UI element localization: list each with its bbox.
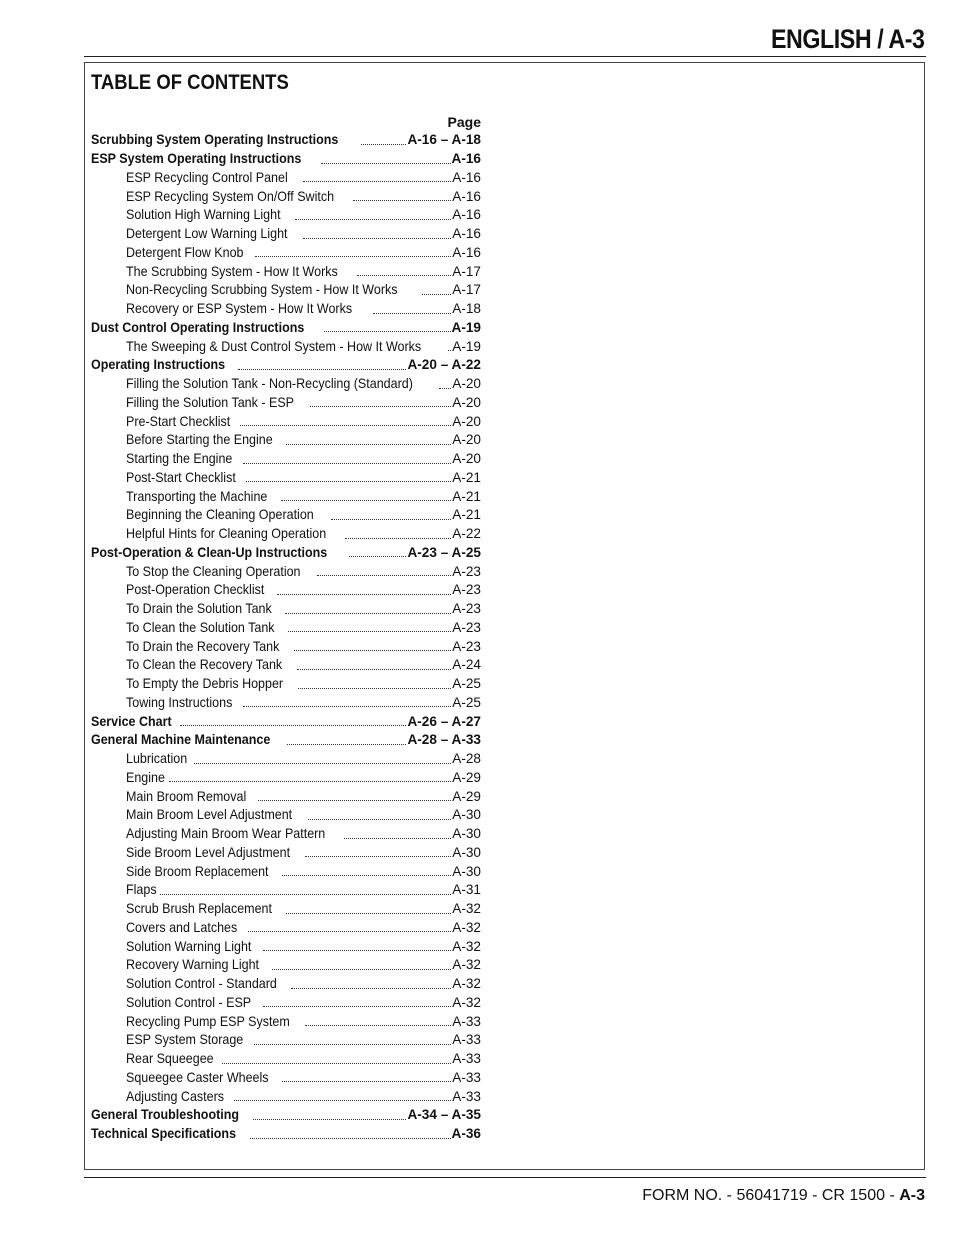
toc-entry-page: A-16 (451, 151, 481, 167)
toc-dot-leader (310, 394, 452, 408)
toc-entry-page: A-25 (452, 676, 481, 692)
toc-entry-text: Non-Recycling Scrubbing System - How It Works (126, 282, 398, 298)
toc-entry-text: Solution Control - ESP (126, 994, 252, 1010)
toc-entry-page: A-29 (452, 788, 481, 804)
toc-entry-text: Detergent Flow Knob (126, 244, 244, 260)
toc-subsection-entry (91, 900, 481, 919)
toc-entry-text: Dust Control Operating Instructions (91, 319, 305, 335)
toc-section-entry (91, 131, 481, 150)
toc-entry-page: A-20 – A-22 (407, 357, 481, 373)
toc-entry-text: Post-Start Checklist (126, 469, 236, 485)
toc-entry-text: Lubrication (126, 751, 188, 767)
toc-dot-leader (285, 600, 451, 614)
toc-section-entry (91, 150, 481, 169)
toc-entry-text: Main Broom Level Adjustment (126, 807, 293, 823)
toc-subsection-entry (91, 637, 481, 656)
toc-subsection-entry (91, 412, 481, 431)
toc-entry-text: Post-Operation & Clean-Up Instructions (91, 544, 328, 560)
toc-dot-leader (282, 862, 451, 876)
toc-entry-page: A-33 (452, 1013, 481, 1029)
page-column-label: Page (447, 114, 481, 130)
toc-subsection-entry (91, 769, 481, 788)
toc-entry-text: Squeegee Caster Wheels (126, 1069, 269, 1085)
toc-dot-leader (286, 431, 451, 445)
toc-subsection-entry (91, 750, 481, 769)
toc-dot-leader (263, 994, 451, 1008)
toc-dot-leader (305, 844, 451, 858)
toc-subsection-entry (91, 919, 481, 938)
toc-dot-leader (169, 769, 451, 783)
toc-entry-text: The Sweeping & Dust Control System - How It Works (126, 338, 422, 354)
toc-entry-page: A-23 (452, 638, 481, 654)
toc-subsection-entry (91, 394, 481, 413)
toc-dot-leader (240, 412, 451, 426)
toc-dot-leader (373, 300, 452, 314)
toc-entry-text: Filling the Solution Tank - Non-Recycling (Standard) (126, 376, 413, 392)
toc-dot-leader (439, 375, 451, 389)
toc-subsection-entry (91, 525, 481, 544)
toc-subsection-entry (91, 787, 481, 806)
toc-entry-page: A-17 (452, 263, 481, 279)
toc-subsection-entry (91, 1012, 481, 1031)
toc-dot-leader (331, 506, 451, 520)
toc-entry-text: Starting the Engine (126, 451, 233, 467)
toc-dot-leader (255, 244, 452, 258)
toc-subsection-entry (91, 469, 481, 488)
toc-entry-page: A-16 – A-18 (407, 132, 481, 148)
toc-dot-leader (357, 262, 451, 276)
toc-entry-text: ESP Recycling System On/Off Switch (126, 188, 335, 204)
toc-entry-text: To Clean the Recovery Tank (126, 657, 283, 673)
toc-section-entry (91, 1125, 481, 1144)
toc-entry-text: ESP System Storage (126, 1032, 244, 1048)
toc-subsection-entry (91, 450, 481, 469)
toc-dot-leader (361, 131, 407, 145)
toc-section-entry (91, 712, 481, 731)
toc-entry-text: Operating Instructions (91, 357, 226, 373)
toc-subsection-entry (91, 694, 481, 713)
toc-entry-page: A-30 (452, 807, 481, 823)
toc-dot-leader (305, 1012, 451, 1026)
toc-dot-leader (321, 150, 451, 164)
toc-entry-page: A-30 (452, 844, 481, 860)
toc-dot-leader (263, 937, 451, 951)
toc-dot-leader (282, 1069, 451, 1083)
toc-dot-leader (303, 225, 452, 239)
toc-entry-page: A-23 (452, 582, 481, 598)
toc-entry-text: Main Broom Removal (126, 788, 247, 804)
toc-subsection-entry (91, 975, 481, 994)
toc-dot-leader (246, 469, 451, 483)
toc-entry-page: A-20 (452, 394, 481, 410)
toc-entry-page: A-20 (452, 376, 481, 392)
toc-entry-page: A-21 (452, 469, 481, 485)
toc-entry-text: ESP System Operating Instructions (91, 151, 302, 167)
toc-subsection-entry (91, 656, 481, 675)
toc-subsection-entry (91, 994, 481, 1013)
toc-entry-page: A-19 (451, 319, 481, 335)
header-divider (84, 56, 926, 57)
toc-entry-text: Filling the Solution Tank - ESP (126, 394, 295, 410)
toc-entry-text: Recovery or ESP System - How It Works (126, 301, 353, 317)
toc-entry-page: A-20 (452, 432, 481, 448)
toc-entry-text: General Troubleshooting (91, 1107, 240, 1123)
toc-entry-page: A-26 – A-27 (407, 713, 481, 729)
toc-dot-leader (324, 319, 451, 333)
toc-entry-page: A-25 (452, 694, 481, 710)
toc-section-entry (91, 319, 481, 338)
toc-subsection-entry (91, 825, 481, 844)
toc-subsection-entry (91, 300, 481, 319)
toc-subsection-entry (91, 225, 481, 244)
toc-dot-leader (297, 656, 452, 670)
toc-subsection-entry (91, 1087, 481, 1106)
toc-subsection-entry (91, 581, 481, 600)
toc-entry-text: To Drain the Solution Tank (126, 601, 272, 617)
toc-entry-text: Solution High Warning Light (126, 207, 281, 223)
toc-entry-page: A-19 (452, 338, 481, 354)
toc-entry-page: A-17 (452, 282, 481, 298)
toc-dot-leader (243, 450, 452, 464)
toc-subsection-entry (91, 619, 481, 638)
toc-dot-leader (308, 806, 452, 820)
toc-list (91, 131, 481, 1144)
toc-entry-page: A-33 (452, 1032, 481, 1048)
toc-entry-text: Detergent Low Warning Light (126, 226, 288, 242)
toc-dot-leader (344, 825, 452, 839)
toc-entry-page: A-29 (452, 769, 481, 785)
toc-subsection-entry (91, 187, 481, 206)
toc-entry-page: A-18 (452, 301, 481, 317)
toc-entry-text: Recovery Warning Light (126, 957, 259, 973)
toc-dot-leader (248, 919, 451, 933)
toc-dot-leader (345, 525, 452, 539)
toc-entry-text: ESP Recycling Control Panel (126, 169, 288, 185)
toc-dot-leader (277, 581, 451, 595)
toc-entry-page: A-16 (452, 226, 481, 242)
toc-entry-page: A-33 (452, 1088, 481, 1104)
toc-entry-text: General Machine Maintenance (91, 732, 271, 748)
toc-entry-page: A-21 (452, 488, 481, 504)
toc-dot-leader (254, 1031, 451, 1045)
toc-section-entry (91, 544, 481, 563)
toc-dot-leader (422, 281, 451, 295)
toc-entry-text: Scrubbing System Operating Instructions (91, 132, 339, 148)
toc-subsection-entry (91, 844, 481, 863)
footer-form-text: FORM NO. - 56041719 - CR 1500 - (642, 1187, 900, 1204)
toc-subsection-entry (91, 806, 481, 825)
toc-dot-leader (287, 731, 407, 745)
toc-subsection-entry (91, 862, 481, 881)
toc-entry-text: Rear Squeegee (126, 1051, 214, 1067)
toc-entry-page: A-23 (452, 601, 481, 617)
toc-dot-leader (281, 487, 452, 501)
footer-divider (84, 1177, 926, 1178)
toc-subsection-entry (91, 600, 481, 619)
toc-entry-page: A-31 (452, 882, 481, 898)
toc-subsection-entry (91, 675, 481, 694)
toc-entry-text: To Stop the Cleaning Operation (126, 563, 301, 579)
toc-dot-leader (291, 975, 451, 989)
toc-entry-text: The Scrubbing System - How It Works (126, 263, 338, 279)
toc-entry-page: A-33 (452, 1051, 481, 1067)
toc-entry-text: Adjusting Main Broom Wear Pattern (126, 826, 326, 842)
toc-entry-page: A-34 – A-35 (407, 1107, 481, 1123)
toc-dot-leader (353, 187, 451, 201)
toc-entry-page: A-21 (452, 507, 481, 523)
toc-entry-text: Towing Instructions (126, 694, 233, 710)
toc-entry-page: A-24 (452, 657, 481, 673)
toc-entry-page: A-16 (452, 169, 481, 185)
toc-dot-leader (349, 544, 407, 558)
toc-entry-page: A-20 (452, 451, 481, 467)
toc-entry-page: A-28 (452, 751, 481, 767)
toc-entry-page: A-23 (452, 563, 481, 579)
toc-subsection-entry (91, 244, 481, 263)
toc-dot-leader (258, 787, 452, 801)
toc-entry-page: A-28 – A-33 (407, 732, 481, 748)
toc-entry-page: A-32 (452, 976, 481, 992)
toc-entry-text: Engine (126, 769, 165, 785)
toc-entry-page: A-20 (452, 413, 481, 429)
toc-dot-leader (160, 881, 451, 895)
toc-entry-page: A-32 (452, 919, 481, 935)
toc-dot-leader (234, 1087, 452, 1101)
toc-subsection-entry (91, 206, 481, 225)
toc-subsection-entry (91, 1050, 481, 1069)
toc-entry-page: A-36 (451, 1126, 481, 1142)
toc-subsection-entry (91, 487, 481, 506)
toc-entry-text: Before Starting the Engine (126, 432, 273, 448)
toc-entry-text: Solution Control - Standard (126, 976, 277, 992)
toc-entry-text: Service Chart (91, 713, 172, 729)
toc-dot-leader (222, 1050, 451, 1064)
toc-section-entry (91, 1106, 481, 1125)
toc-entry-text: Flaps (126, 882, 157, 898)
toc-dot-leader (448, 337, 451, 351)
toc-entry-text: Technical Specifications (91, 1126, 237, 1142)
toc-dot-leader (250, 1125, 451, 1139)
toc-entry-text: Post-Operation Checklist (126, 582, 265, 598)
toc-entry-text: Helpful Hints for Cleaning Operation (126, 526, 327, 542)
toc-entry-page: A-30 (452, 863, 481, 879)
toc-entry-page: A-33 (452, 1069, 481, 1085)
toc-subsection-entry (91, 1069, 481, 1088)
toc-dot-leader (288, 619, 451, 633)
toc-dot-leader (243, 694, 452, 708)
toc-entry-text: Transporting the Machine (126, 488, 268, 504)
toc-subsection-entry (91, 281, 481, 300)
toc-subsection-entry (91, 1031, 481, 1050)
toc-entry-page: A-16 (452, 188, 481, 204)
toc-entry-text: To Empty the Debris Hopper (126, 676, 284, 692)
toc-entry-page: A-23 (452, 619, 481, 635)
toc-dot-leader (317, 562, 452, 576)
toc-subsection-entry (91, 881, 481, 900)
toc-subsection-entry (91, 956, 481, 975)
toc-entry-page: A-22 (452, 526, 481, 542)
toc-entry-text: Beginning the Cleaning Operation (126, 507, 314, 523)
toc-subsection-entry (91, 337, 481, 356)
toc-entry-page: A-32 (452, 957, 481, 973)
toc-entry-text: To Drain the Recovery Tank (126, 638, 280, 654)
footer-page-number: A-3 (899, 1187, 925, 1204)
toc-dot-leader (272, 956, 452, 970)
toc-entry-text: Side Broom Level Adjustment (126, 844, 291, 860)
toc-subsection-entry (91, 431, 481, 450)
toc-subsection-entry (91, 562, 481, 581)
toc-dot-leader (238, 356, 407, 370)
toc-section-entry (91, 731, 481, 750)
toc-entry-page: A-23 – A-25 (407, 544, 481, 560)
toc-entry-page: A-16 (452, 207, 481, 223)
toc-subsection-entry (91, 937, 481, 956)
toc-entry-text: Scrub Brush Replacement (126, 901, 272, 917)
toc-dot-leader (298, 675, 452, 689)
toc-entry-page: A-32 (452, 994, 481, 1010)
toc-entry-text: Covers and Latches (126, 919, 238, 935)
toc-dot-leader (253, 1106, 407, 1120)
toc-entry-text: Side Broom Replacement (126, 863, 269, 879)
toc-entry-page: A-32 (452, 901, 481, 917)
toc-subsection-entry (91, 506, 481, 525)
toc-entry-page: A-30 (452, 826, 481, 842)
toc-dot-leader (303, 169, 451, 183)
toc-heading: TABLE OF CONTENTS (91, 71, 289, 94)
toc-entry-text: Pre-Start Checklist (126, 413, 231, 429)
toc-entry-page: A-32 (452, 938, 481, 954)
toc-entry-page: A-16 (452, 244, 481, 260)
toc-entry-text: Adjusting Casters (126, 1088, 225, 1104)
toc-dot-leader (286, 900, 452, 914)
toc-entry-text: Solution Warning Light (126, 938, 252, 954)
toc-dot-leader (194, 750, 452, 764)
toc-subsection-entry (91, 262, 481, 281)
page-title: ENGLISH / A-3 (771, 24, 925, 54)
toc-entry-text: To Clean the Solution Tank (126, 619, 275, 635)
footer (642, 1186, 925, 1206)
toc-subsection-entry (91, 169, 481, 188)
toc-dot-leader (295, 206, 451, 220)
toc-dot-leader (294, 637, 452, 651)
toc-entry-text: Recycling Pump ESP System (126, 1013, 290, 1029)
toc-dot-leader (180, 712, 407, 726)
toc-section-entry (91, 356, 481, 375)
toc-subsection-entry (91, 375, 481, 394)
